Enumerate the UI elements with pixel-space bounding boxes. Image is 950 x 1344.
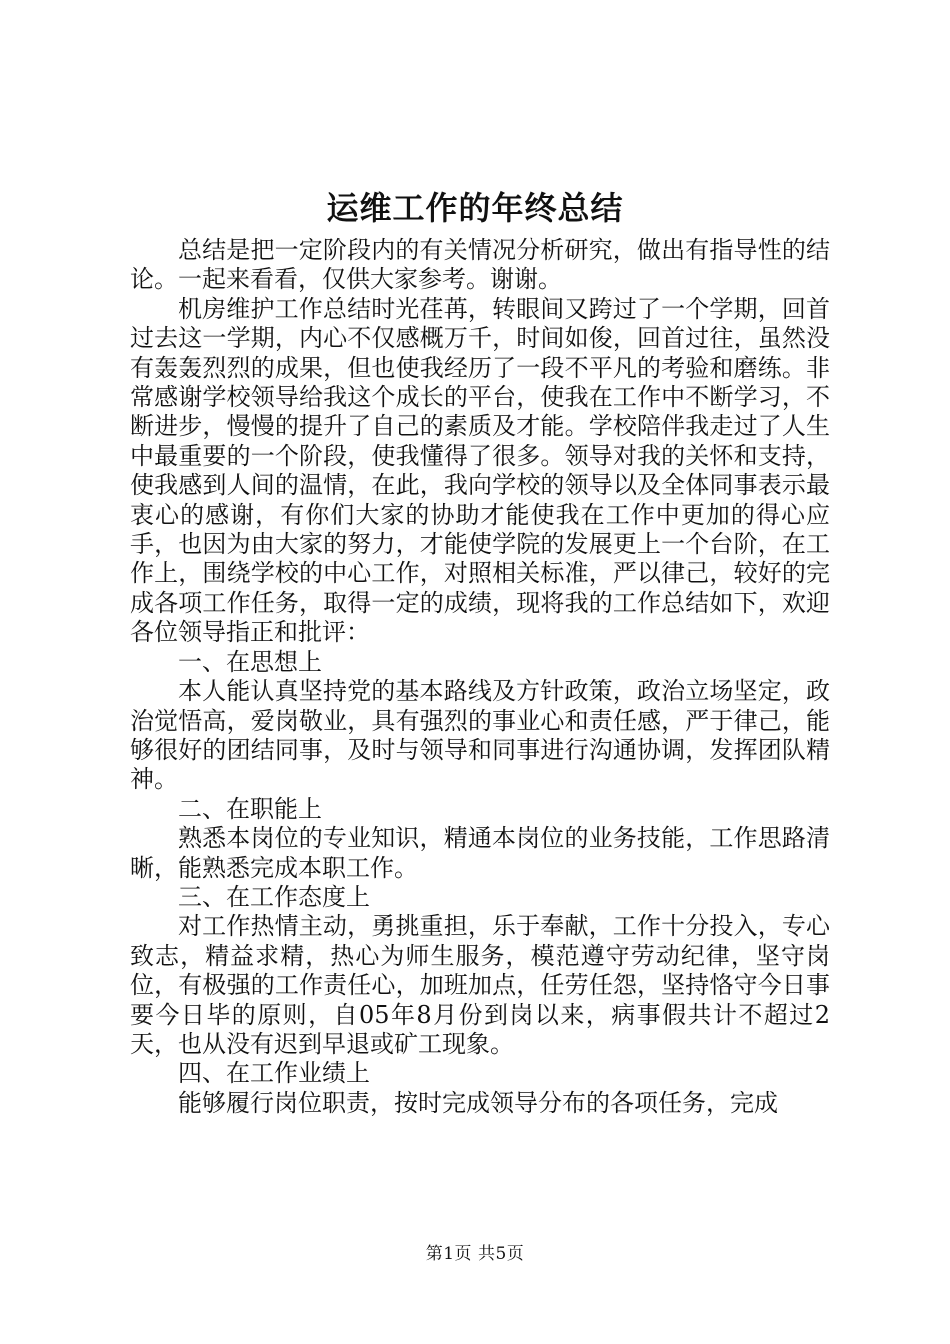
section-heading-performance: 四、在工作业绩上 bbox=[178, 1059, 370, 1088]
page-indicator: 第1页 共5页 bbox=[425, 1244, 525, 1264]
paragraph-function: 熟悉本岗位的专业知识，精通本岗位的业务技能，工作思路清晰，能熟悉完成本职工作。 bbox=[130, 824, 830, 882]
paragraph-performance: 能够履行岗位职责，按时完成领导分布的各项任务，完成 bbox=[178, 1088, 778, 1117]
section-heading-function: 二、在职能上 bbox=[178, 794, 322, 823]
paragraph-summary: 机房维护工作总结时光荏苒，转眼间又跨过了一个学期，回首过去这一学期，内心不仅感概万千，时间如俊，回首过往，虽然没有轰轰烈烈的成果，但也使我经历了一段不平凡的考验和磨练。非常感谢学校领导给我这个成长的平台，使我在工作中不断学习，不断进步，慢慢的提升了自己的素质及才能。学校陪伴我走过了人生中最重要的一个阶段，使我懂得了很多。领导对我的关怀和支持，使我感到人间的温情，在此，我向学校的领导以及全体同事表示最衷心的感谢，有你们大家的协助才能使我在工作中更加的得心应手，也因为由大家的努力，才能使学院的发展更上一个台阶，在工作上，围绕学校的中心工作，对照相关标准，严以律己，较好的完成各项工作任务，取得一定的成绩，现将我的工作总结如下，欢迎各位领导指正和批评： bbox=[130, 294, 830, 647]
document-body bbox=[130, 236, 830, 1118]
document-title: 运维工作的年终总结 bbox=[326, 189, 624, 227]
section-heading-attitude: 三、在工作态度上 bbox=[178, 882, 370, 911]
paragraph-attitude: 对工作热情主动，勇挑重担，乐于奉献，工作十分投入，专心致志，精益求精，热心为师生服务，模范遵守劳动纪律，坚守岗位，有极强的工作责任心，加班加点，任劳任怨，坚持恪守今日事要今日毕的原则，自05年8月份到岗以来，病事假共计不超过2天，也从没有迟到早退或矿工现象。 bbox=[130, 912, 830, 1058]
section-heading-ideology: 一、在思想上 bbox=[178, 647, 322, 676]
paragraph-intro: 总结是把一定阶段内的有关情况分析研究，做出有指导性的结论。一起来看看，仅供大家参考。谢谢。 bbox=[130, 236, 830, 294]
paragraph-ideology: 本人能认真坚持党的基本路线及方针政策，政治立场坚定，政治觉悟高，爱岗敬业，具有强烈的事业心和责任感，严于律己，能够很好的团结同事，及时与领导和同事进行沟通协调，发挥团队精神。 bbox=[130, 677, 830, 794]
